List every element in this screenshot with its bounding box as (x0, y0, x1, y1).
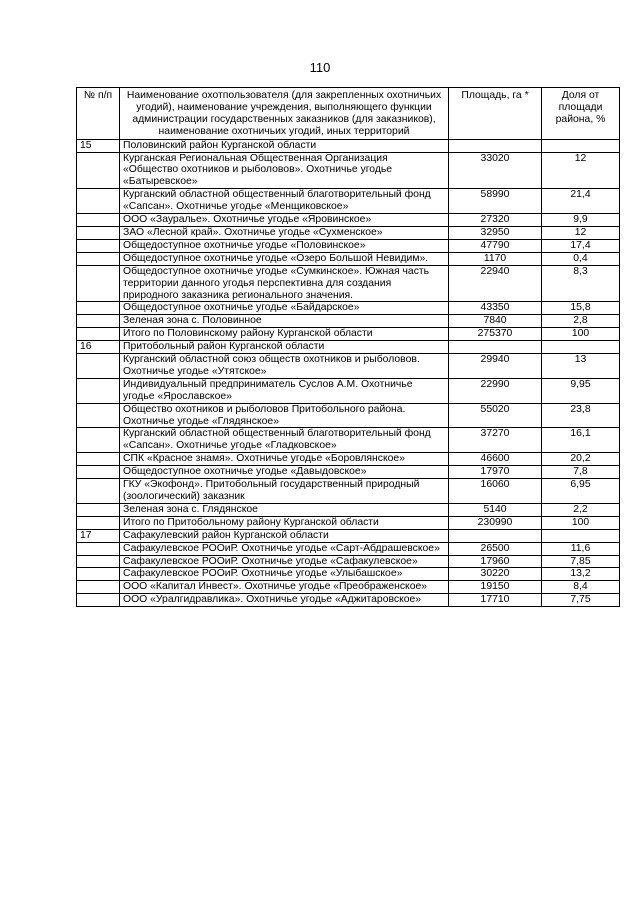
cell-num (77, 503, 120, 516)
cell-area (449, 529, 542, 542)
cell-share: 7,8 (542, 466, 620, 479)
table-row (77, 341, 620, 354)
cell-share (542, 139, 620, 152)
table-row (77, 239, 620, 252)
cell-name: Сафакулевское РООиР. Охотничье угодье «Сарт-Абдрашевское» (120, 542, 449, 555)
cell-share (542, 341, 620, 354)
cell-share: 9,95 (542, 378, 620, 403)
cell-name: ООО «Уралгидравлика». Охотничье угодье «Аджитаровское» (120, 594, 449, 607)
cell-area: 22990 (449, 378, 542, 403)
cell-num (77, 189, 120, 214)
cell-num: 17 (77, 529, 120, 542)
cell-share: 20,2 (542, 453, 620, 466)
cell-name: Половинский район Курганской области (120, 139, 449, 152)
cell-share: 0,4 (542, 252, 620, 265)
table-row (77, 542, 620, 555)
cell-name: Индивидуальный предприниматель Суслов А.М. Охотничье угодье «Ярославское» (120, 378, 449, 403)
table-row (77, 403, 620, 428)
cell-num (77, 302, 120, 315)
cell-num (77, 581, 120, 594)
cell-name: ООО «Зауралье». Охотничье угодье «Яровинское» (120, 214, 449, 227)
cell-num (77, 378, 120, 403)
cell-name: Зеленая зона с. Половинное (120, 315, 449, 328)
cell-area: 27320 (449, 214, 542, 227)
cell-area: 47790 (449, 239, 542, 252)
cell-name: Курганский областной союз обществ охотников и рыболовов. Охотничье угодье «Утятское» (120, 354, 449, 379)
cell-area: 1170 (449, 252, 542, 265)
cell-name: Итого по Половинскому району Курганской области (120, 328, 449, 341)
cell-share: 6,95 (542, 479, 620, 504)
cell-area: 17710 (449, 594, 542, 607)
cell-num (77, 252, 120, 265)
table-row (77, 265, 620, 302)
header-area: Площадь, га * (449, 88, 542, 140)
cell-area: 46600 (449, 453, 542, 466)
cell-area: 29940 (449, 354, 542, 379)
cell-num (77, 239, 120, 252)
table-row (77, 152, 620, 189)
cell-name: ЗАО «Лесной край». Охотничье угодье «Сухменское» (120, 226, 449, 239)
table-row (77, 594, 620, 607)
cell-area: 58990 (449, 189, 542, 214)
cell-area: 26500 (449, 542, 542, 555)
cell-share: 16,1 (542, 428, 620, 453)
table-row (77, 466, 620, 479)
table-row (77, 315, 620, 328)
cell-name: Курганский областной общественный благотворительный фонд «Сапсан». Охотничье угодье «Гладковское» (120, 428, 449, 453)
cell-num (77, 555, 120, 568)
cell-area: 16060 (449, 479, 542, 504)
cell-name: Общедоступное охотничье угодье «Давыдовское» (120, 466, 449, 479)
cell-share: 13,2 (542, 568, 620, 581)
cell-name: Курганский областной общественный благотворительный фонд «Сапсан». Охотничье угодье «Менщиковское» (120, 189, 449, 214)
cell-name: Общедоступное охотничье угодье «Озеро Большой Невидим». (120, 252, 449, 265)
cell-share: 15,8 (542, 302, 620, 315)
cell-name: Притобольный район Курганской области (120, 341, 449, 354)
table-row (77, 354, 620, 379)
cell-share (542, 529, 620, 542)
cell-area: 43350 (449, 302, 542, 315)
table-row (77, 328, 620, 341)
cell-num (77, 466, 120, 479)
cell-share: 100 (542, 516, 620, 529)
cell-area: 37270 (449, 428, 542, 453)
cell-share: 13 (542, 354, 620, 379)
cell-share: 7,75 (542, 594, 620, 607)
cell-num (77, 479, 120, 504)
cell-area: 5140 (449, 503, 542, 516)
cell-share: 8,4 (542, 581, 620, 594)
table-row (77, 252, 620, 265)
cell-num (77, 315, 120, 328)
table-row (77, 226, 620, 239)
cell-area: 33020 (449, 152, 542, 189)
cell-share: 21,4 (542, 189, 620, 214)
cell-share: 8,3 (542, 265, 620, 302)
cell-area: 19150 (449, 581, 542, 594)
cell-name: Зеленая зона с. Глядянское (120, 503, 449, 516)
cell-share: 17,4 (542, 239, 620, 252)
cell-area: 30220 (449, 568, 542, 581)
cell-share: 100 (542, 328, 620, 341)
cell-share: 9,9 (542, 214, 620, 227)
table-row (77, 568, 620, 581)
cell-num (77, 453, 120, 466)
cell-name: Общество охотников и рыболовов Притобольного района. Охотничье угодье «Глядянское» (120, 403, 449, 428)
table-row (77, 302, 620, 315)
cell-name: Сафакулевское РООиР. Охотничье угодье «Улыбашское» (120, 568, 449, 581)
cell-num (77, 226, 120, 239)
cell-name: ГКУ «Экофонд». Притобольный государственный природный (зоологический) заказник (120, 479, 449, 504)
cell-area: 17970 (449, 466, 542, 479)
table-row (77, 139, 620, 152)
table-row (77, 479, 620, 504)
table-row (77, 189, 620, 214)
cell-name: Итого по Притобольному району Курганской области (120, 516, 449, 529)
cell-name: Сафакулевское РООиР. Охотничье угодье «Сафакулевское» (120, 555, 449, 568)
cell-num (77, 152, 120, 189)
cell-area (449, 139, 542, 152)
cell-num (77, 516, 120, 529)
cell-num (77, 265, 120, 302)
cell-num: 16 (77, 341, 120, 354)
cell-share: 2,2 (542, 503, 620, 516)
table-row (77, 516, 620, 529)
table-row (77, 555, 620, 568)
cell-num (77, 354, 120, 379)
cell-num (77, 568, 120, 581)
table-row (77, 529, 620, 542)
cell-area: 230990 (449, 516, 542, 529)
page-number: 110 (309, 60, 331, 75)
cell-area: 275370 (449, 328, 542, 341)
cell-area (449, 341, 542, 354)
cell-name: ООО «Капитал Инвест». Охотничье угодье «Преображенское» (120, 581, 449, 594)
cell-num (77, 403, 120, 428)
cell-name: Общедоступное охотничье угодье «Байдарское» (120, 302, 449, 315)
table-row (77, 581, 620, 594)
cell-area: 32950 (449, 226, 542, 239)
cell-num (77, 214, 120, 227)
cell-share: 12 (542, 226, 620, 239)
cell-num (77, 542, 120, 555)
cell-share: 2,8 (542, 315, 620, 328)
cell-share: 7,85 (542, 555, 620, 568)
cell-name: Сафакулевский район Курганской области (120, 529, 449, 542)
cell-share: 11,6 (542, 542, 620, 555)
cell-num (77, 428, 120, 453)
cell-share: 12 (542, 152, 620, 189)
cell-num: 15 (77, 139, 120, 152)
table-row (77, 453, 620, 466)
cell-name: Общедоступное охотничье угодье «Половинское» (120, 239, 449, 252)
header-name: Наименование охотпользователя (для закрепленных охотничьих угодий), наименование учреждения, выполняющего функции администрации государственных заказников (для заказников), наименование охотничьих угодий, иных территорий (120, 88, 449, 140)
cell-area: 55020 (449, 403, 542, 428)
cell-name: СПК «Красное знамя». Охотничье угодье «Боровлянское» (120, 453, 449, 466)
table-row (77, 503, 620, 516)
hunting-grounds-table (76, 87, 620, 607)
cell-name: Общедоступное охотничье угодье «Сумкинское». Южная часть территории данного угодья перспективна для создания природного заказника регионального значения. (120, 265, 449, 302)
cell-share: 23,8 (542, 403, 620, 428)
cell-name: Курганская Региональная Общественная Организация «Общество охотников и рыболовов». Охотничье угодье «Батыревское» (120, 152, 449, 189)
header-share: Доля от площади района, % (542, 88, 620, 140)
table-row (77, 428, 620, 453)
header-num: № п/п (77, 88, 120, 140)
cell-num (77, 328, 120, 341)
cell-area: 17960 (449, 555, 542, 568)
table-row (77, 378, 620, 403)
cell-area: 22940 (449, 265, 542, 302)
cell-area: 7840 (449, 315, 542, 328)
cell-num (77, 594, 120, 607)
table-header-row (77, 88, 620, 140)
table-row (77, 214, 620, 227)
